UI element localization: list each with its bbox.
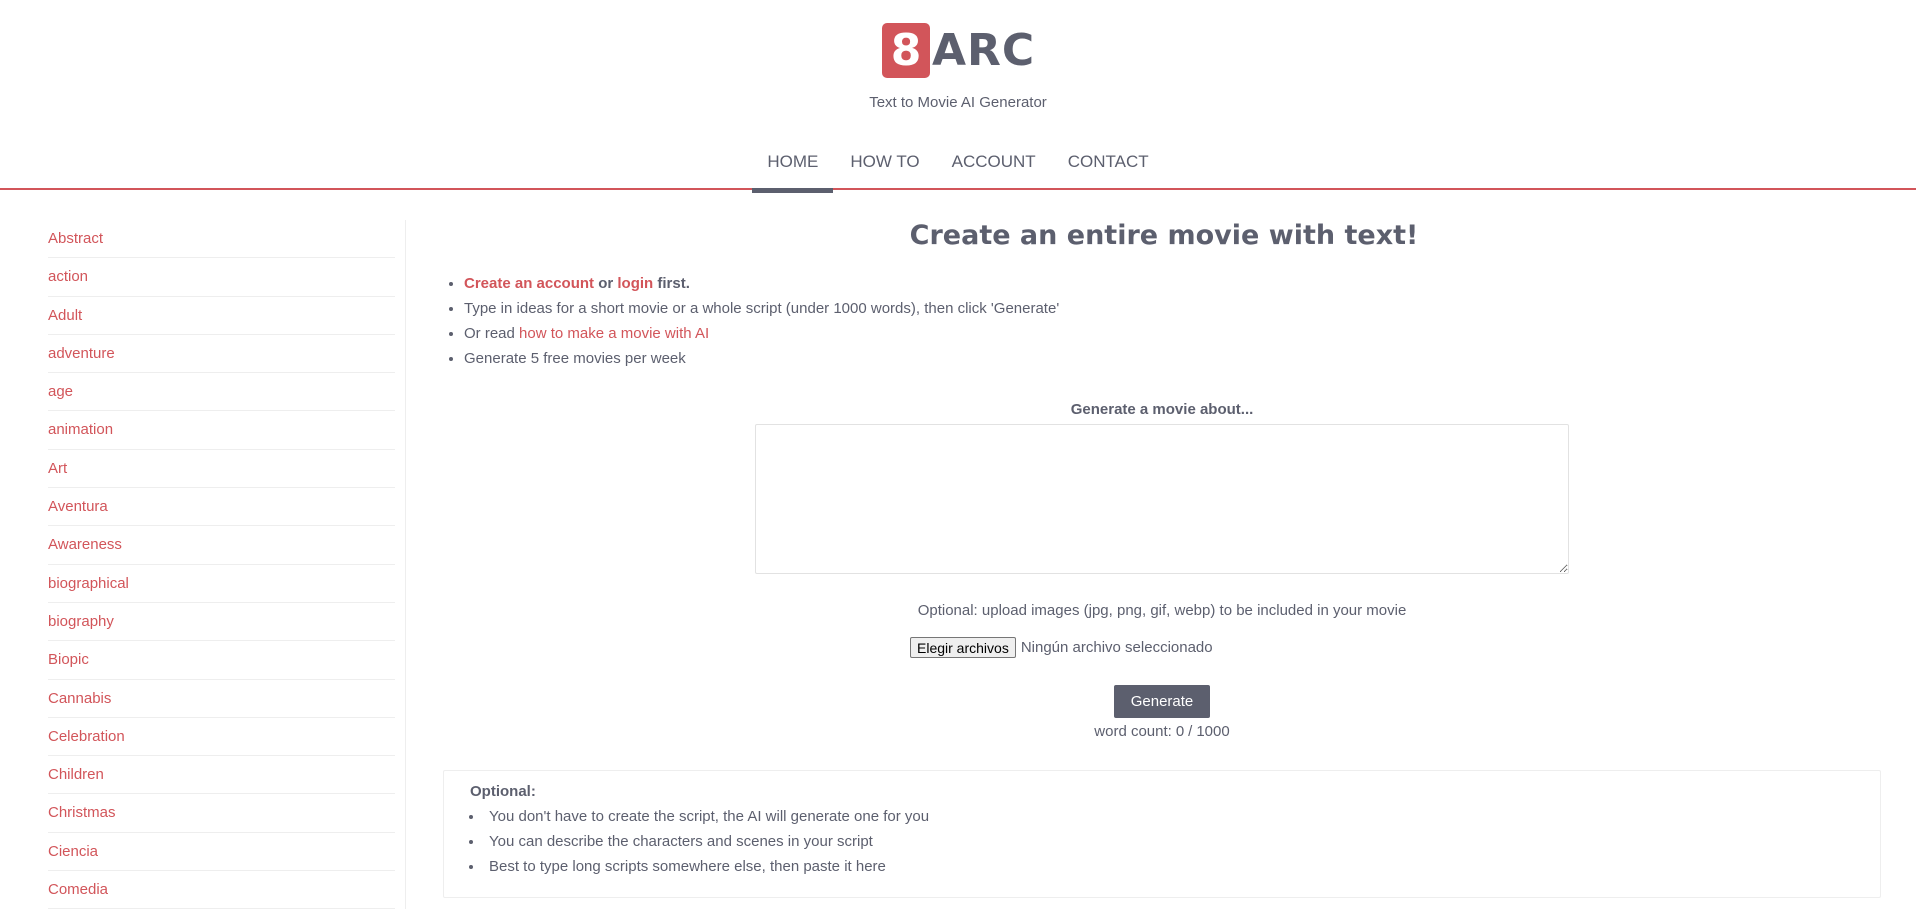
login-link[interactable]: login (617, 275, 654, 292)
optional-item: • Best to type long scripts somewhere else, then paste it here (469, 854, 1880, 879)
category-link[interactable]: age (48, 373, 395, 411)
file-status: Ningún archivo seleccionado (1020, 639, 1213, 656)
page-title: Create an entire movie with text! (909, 220, 1419, 251)
category-link[interactable]: Cannabis (48, 680, 395, 718)
nav-howto[interactable]: HOW TO (850, 152, 920, 171)
movie-prompt-label: Generate a movie about... (1070, 401, 1254, 418)
site-header (0, 0, 1916, 190)
word-count-label: word count: (1094, 723, 1172, 740)
category-link[interactable]: action (48, 258, 395, 296)
file-upload-row (910, 637, 1213, 658)
or-text: or (598, 275, 614, 292)
word-count-current: 0 (1175, 723, 1185, 740)
category-link[interactable]: Aventura (48, 488, 395, 526)
main-nav (0, 143, 1916, 192)
category-link[interactable]: Art (48, 450, 395, 488)
sidebar-divider (405, 220, 406, 909)
category-link[interactable]: adventure (48, 335, 395, 373)
category-link[interactable]: biography (48, 603, 395, 641)
category-sidebar (48, 220, 395, 909)
generate-button[interactable]: Generate (1114, 685, 1210, 718)
optional-list (469, 804, 1880, 879)
first-text: first. (657, 275, 690, 292)
logo-text: ARC (932, 24, 1036, 76)
category-link[interactable]: animation (48, 411, 395, 449)
site-logo[interactable] (882, 22, 1035, 78)
optional-item: • You can describe the characters and scenes in your script (469, 829, 1880, 854)
intro-item: • Generate 5 free movies per week (464, 346, 1881, 371)
or-read-text: Or read (464, 325, 515, 342)
logo-number-box: 8 (882, 23, 930, 78)
nav-home[interactable]: HOME (752, 143, 833, 192)
category-link[interactable]: Christmas (48, 794, 395, 832)
site-tagline: Text to Movie AI Generator (869, 94, 1047, 111)
category-link[interactable]: Ciencia (48, 833, 395, 871)
word-count-separator: / (1188, 723, 1193, 740)
nav-account[interactable]: ACCOUNT (951, 152, 1036, 171)
howto-link[interactable]: how to make a movie with AI (519, 325, 710, 342)
category-link[interactable]: Children (48, 756, 395, 794)
category-link[interactable]: biographical (48, 565, 395, 603)
category-link[interactable]: Adult (48, 297, 395, 335)
word-count-max: 1000 (1196, 723, 1230, 740)
create-account-link[interactable]: Create an account (464, 275, 595, 292)
category-link[interactable]: Celebration (48, 718, 395, 756)
choose-files-button[interactable]: Elegir archivos (910, 637, 1016, 658)
optional-tips-box (443, 770, 1881, 898)
intro-list (443, 271, 1881, 371)
optional-item: • You don't have to create the script, the AI will generate one for you (469, 804, 1880, 829)
intro-item (464, 321, 1881, 346)
word-count (443, 723, 1881, 740)
upload-note: Optional: upload images (jpg, png, gif, webp) to be included in your movie (917, 602, 1407, 619)
nav-contact[interactable]: CONTACT (1067, 152, 1149, 171)
main-content (443, 220, 1881, 875)
category-link[interactable]: Biopic (48, 641, 395, 679)
intro-item (464, 271, 1881, 296)
category-link[interactable]: Comedia (48, 871, 395, 909)
optional-title: Optional: (470, 783, 536, 800)
intro-item: • Type in ideas for a short movie or a whole script (under 1000 words), then click 'Generate' (464, 296, 1881, 321)
movie-prompt-textarea[interactable] (755, 424, 1569, 574)
category-link[interactable]: Abstract (48, 220, 395, 258)
category-link[interactable]: Awareness (48, 526, 395, 564)
